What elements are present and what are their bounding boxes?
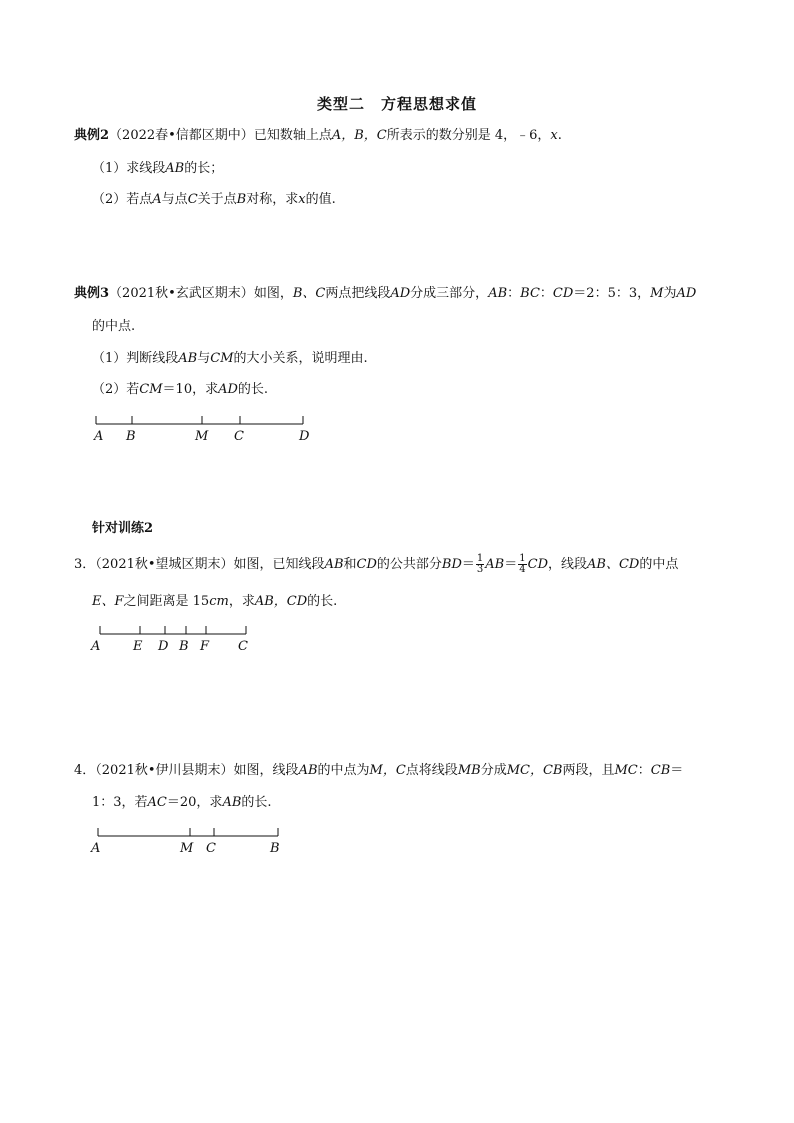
- text: .: [557, 128, 562, 143]
- text: 与点: [161, 192, 188, 207]
- text: 两点把线段: [325, 286, 391, 301]
- variable: AB: [324, 557, 344, 572]
- point-label-e: E: [133, 639, 143, 654]
- variable: BD: [441, 557, 462, 572]
- variable: M，C: [369, 763, 406, 778]
- variable: CD: [552, 286, 574, 301]
- text: 的大小关系，说明理由.: [233, 351, 368, 366]
- segment-diagram-p3: [88, 620, 258, 656]
- variable: AB: [178, 351, 198, 366]
- text: 的值.: [305, 192, 336, 207]
- point-label-d: D: [158, 639, 169, 654]
- point-label-m: M: [195, 429, 209, 444]
- point-label-a: A: [94, 429, 104, 444]
- practice-heading: 针对训练2: [92, 521, 154, 536]
- text: 的长.: [307, 594, 338, 609]
- problem-4-source: （2021秋•伊川县期末）: [95, 763, 234, 778]
- variable: MB: [457, 763, 481, 778]
- example-2-stem: [74, 127, 562, 145]
- text: 的公共部分: [376, 557, 442, 572]
- text: ＝: [461, 557, 475, 572]
- variable: AD: [676, 286, 697, 301]
- text: ：: [507, 286, 521, 301]
- example-3-stem: [74, 285, 696, 303]
- text: ：: [637, 763, 651, 778]
- variable: AB: [165, 161, 185, 176]
- variable: x: [298, 192, 306, 207]
- text: 如图，: [253, 286, 293, 301]
- problem-4-number: 4．: [74, 763, 96, 778]
- text: 的长.: [237, 382, 269, 397]
- text: 为: [663, 286, 677, 301]
- fraction-one-quarter: [518, 554, 526, 575]
- variable: A，B，C: [331, 128, 387, 143]
- text: （2）若点: [92, 192, 153, 207]
- example-3-label: 典例3: [74, 286, 110, 301]
- variable: A: [152, 192, 162, 207]
- variable: AB: [485, 557, 505, 572]
- text: 的中点为: [317, 763, 370, 778]
- example-3-stem-line-2: 的中点.: [92, 319, 136, 334]
- variable: B、C: [292, 286, 326, 301]
- text: ：: [539, 286, 553, 301]
- numerator: 1: [476, 553, 484, 564]
- text: 如图，已知线段: [233, 557, 325, 572]
- variable: CD: [356, 557, 377, 572]
- variable: M: [650, 286, 664, 301]
- text: 关于点: [197, 192, 237, 207]
- text: ＝: [504, 557, 518, 572]
- problem-4-stem: [74, 762, 683, 780]
- text: 分成三部分，: [410, 286, 489, 301]
- text: 已知数轴上点: [253, 128, 332, 143]
- example-2-label: 典例2: [74, 128, 110, 143]
- variable: BC: [520, 286, 540, 301]
- text: 的长；: [184, 161, 224, 176]
- fraction-one-third: [476, 554, 484, 575]
- variable: cm: [209, 594, 229, 609]
- text: ＝: [670, 763, 684, 778]
- text: ＝10，求: [162, 382, 219, 397]
- point-label-c: C: [234, 429, 244, 444]
- segment-diagram-ex3: [88, 410, 318, 446]
- point-label-b: B: [179, 639, 189, 654]
- denominator: 4: [519, 564, 526, 575]
- section-title: 类型二 方程思想求值: [316, 95, 477, 113]
- example-3-source: （2021秋•玄武区期末）: [109, 286, 254, 301]
- text: ＝2：5：3，: [573, 286, 651, 301]
- variable: AB: [222, 795, 242, 810]
- variable: AB: [488, 286, 508, 301]
- point-label-a: A: [91, 639, 101, 654]
- variable: E、F: [92, 594, 124, 609]
- text: 之间距离是 15: [123, 594, 210, 609]
- variable: CB: [650, 763, 671, 778]
- text: ＝20，求: [166, 795, 223, 810]
- variable: CD: [527, 557, 549, 572]
- variable: CM: [210, 351, 234, 366]
- variable: AB: [298, 763, 318, 778]
- variable: x: [550, 128, 558, 143]
- text: （1）判断线段: [92, 351, 179, 366]
- text: ，线段: [548, 557, 588, 572]
- variable: AB、CD: [587, 557, 640, 572]
- text: 分成: [480, 763, 507, 778]
- point-label-m: M: [180, 841, 194, 856]
- example-3-question-1: [92, 350, 368, 368]
- problem-3-source: （2021秋•望城区期末）: [95, 557, 234, 572]
- point-label-b: B: [126, 429, 136, 444]
- text: 的长.: [241, 795, 272, 810]
- numerator: 1: [519, 553, 526, 564]
- text: 点将线段: [405, 763, 458, 778]
- variable: B: [236, 192, 247, 207]
- problem-3-stem: [74, 551, 678, 579]
- point-label-b: B: [270, 841, 280, 856]
- example-2-question-2: [92, 191, 336, 209]
- text: ，求: [228, 594, 255, 609]
- variable: AD: [390, 286, 411, 301]
- segment-diagram-p4: [88, 822, 288, 858]
- text: 两段，且: [562, 763, 615, 778]
- text: 与: [197, 351, 211, 366]
- variable: CM: [139, 382, 163, 397]
- point-label-f: F: [200, 639, 210, 654]
- text: 对称，求: [246, 192, 299, 207]
- text: （1）求线段: [92, 161, 166, 176]
- denominator: 3: [476, 564, 484, 575]
- variable: AD: [218, 382, 238, 397]
- text: 如图，线段: [233, 763, 299, 778]
- point-label-c: C: [206, 841, 216, 856]
- text: （2）若: [92, 382, 140, 397]
- point-label-c: C: [238, 639, 248, 654]
- problem-3-number: 3．: [74, 557, 96, 572]
- variable: C: [187, 192, 198, 207]
- point-label-a: A: [91, 841, 101, 856]
- text: 的中点: [639, 557, 679, 572]
- text: 1：3，若: [92, 795, 148, 810]
- example-2-source: （2022春•信都区期中）: [109, 128, 254, 143]
- text: 所表示的数分别是 4，﹣6，: [386, 128, 551, 143]
- variable: MC，CB: [506, 763, 563, 778]
- variable: AB，CD: [254, 594, 308, 609]
- variable: MC: [614, 763, 638, 778]
- problem-4-stem-line-2: [92, 794, 272, 812]
- point-label-d: D: [299, 429, 310, 444]
- variable: AC: [147, 795, 167, 810]
- text: 和: [343, 557, 357, 572]
- example-2-question-1: [92, 160, 223, 178]
- example-3-question-2: [92, 381, 268, 399]
- problem-3-stem-line-2: [92, 593, 337, 611]
